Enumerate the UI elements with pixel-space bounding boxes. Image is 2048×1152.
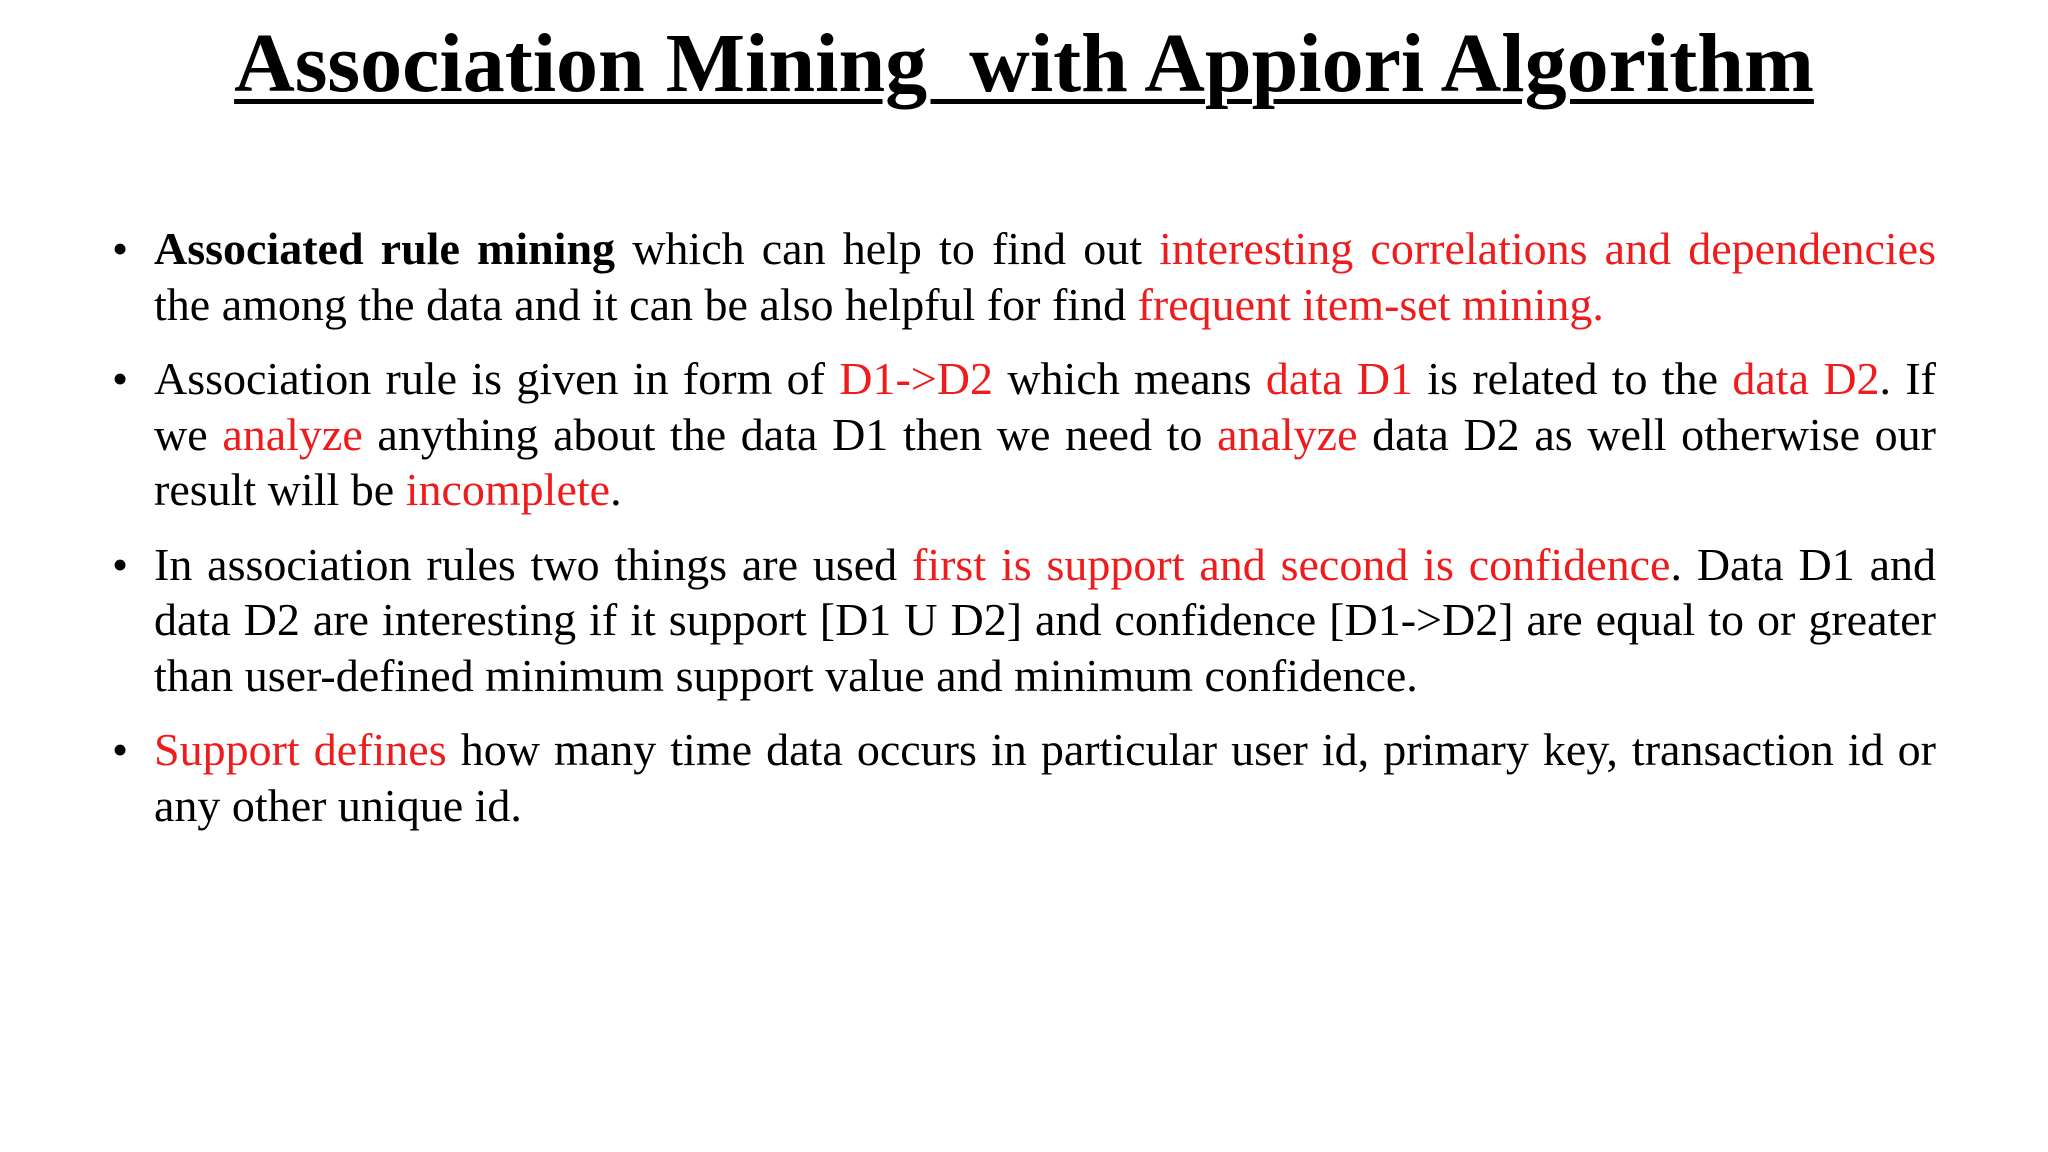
bullet-text-segment: analyze bbox=[222, 408, 363, 460]
bullet-text-segment: which can help to find out bbox=[615, 223, 1160, 274]
bullet-text-segment: anything about the data D1 then we need to bbox=[362, 408, 1218, 460]
bullet-text-segment: data D2 as well otherwise our result will be bbox=[154, 408, 1936, 515]
bullet-text-segment: interesting correlations and dependencies bbox=[1159, 223, 1937, 274]
bullet-marker: • bbox=[112, 223, 129, 274]
bullet-text-segment: . If we bbox=[154, 353, 1936, 460]
bullet-text-segment: the among the data and it can be also helpful for find bbox=[154, 278, 1138, 330]
bullet-text-segment: frequent item-set mining. bbox=[1137, 278, 1604, 330]
bullet-text-segment: first is support and second is confidence bbox=[912, 538, 1671, 590]
bullet-text-segment: is related to the bbox=[1413, 353, 1733, 404]
bullet-list bbox=[108, 221, 1936, 852]
bullet-text-segment: . Data D1 and data D2 are interesting if it support [D1 U D2] and confidence [D1->D2] are equal to or greater than user-defined minimum support value and minimum confidence. bbox=[154, 538, 1936, 701]
bullet-text-segment: Association rule is given in form of bbox=[154, 353, 840, 404]
bullet-text-segment: Support defines bbox=[154, 724, 447, 775]
bullet-item bbox=[108, 537, 1936, 704]
bullet-text-segment: D1->D2 bbox=[839, 353, 993, 404]
bullet-marker: • bbox=[112, 724, 129, 775]
bullet-text-segment: which means bbox=[993, 353, 1266, 404]
bullet-text-segment: Associated rule mining bbox=[154, 223, 616, 274]
bullet-text-segment: incomplete bbox=[405, 464, 611, 515]
bullet-item bbox=[108, 722, 1936, 833]
bullet-text-segment: data D1 bbox=[1265, 353, 1414, 404]
bullet-text-segment: data D2 bbox=[1732, 353, 1880, 404]
bullet-marker: • bbox=[112, 353, 129, 404]
bullet-text-segment: how many time data occurs in particular user id, primary key, transaction id or any other unique id. bbox=[154, 724, 1936, 831]
bullet-marker: • bbox=[112, 538, 129, 590]
bullet-text-segment: . bbox=[610, 464, 622, 515]
bullet-text-segment: analyze bbox=[1217, 408, 1358, 460]
bullet-text-segment: In association rules two things are used bbox=[154, 538, 912, 590]
bullet-item bbox=[108, 351, 1936, 518]
slide-title: Association Mining with Appiori Algorithm bbox=[234, 17, 1814, 110]
bullet-item bbox=[108, 221, 1936, 332]
